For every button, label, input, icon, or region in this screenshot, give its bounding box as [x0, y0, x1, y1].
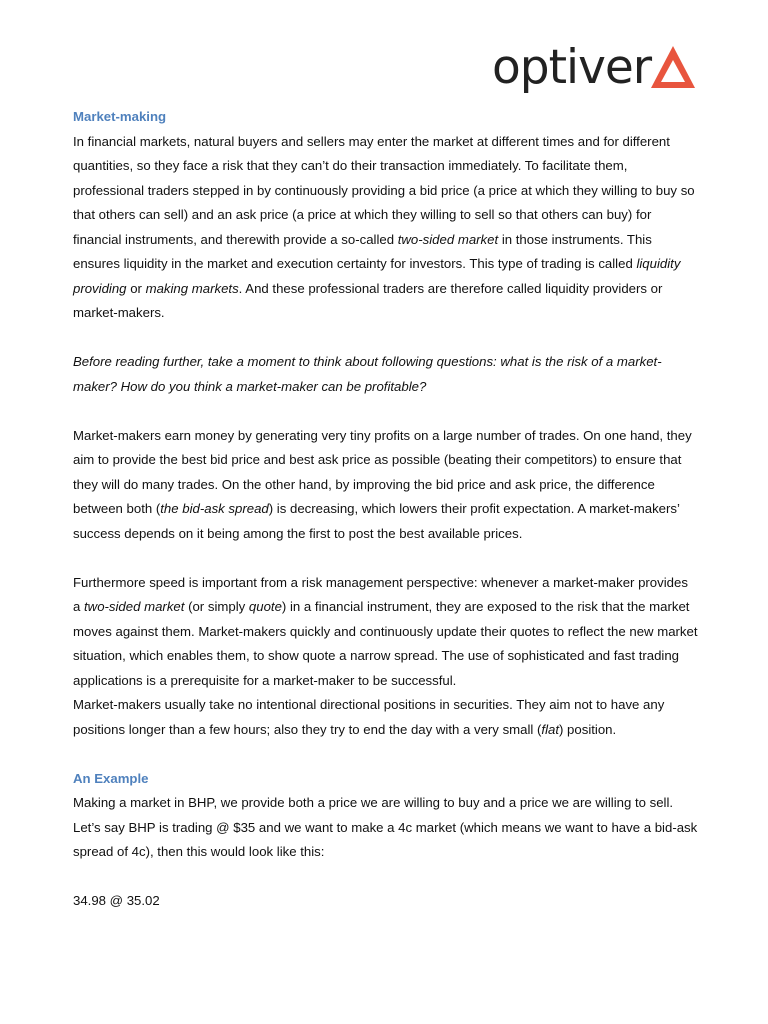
logo-wordmark: optiver — [492, 40, 652, 95]
paragraph-intro — [73, 130, 698, 326]
text-span: ) position. — [559, 721, 617, 737]
logo-triangle-icon — [649, 44, 697, 90]
text-span: Market-makers earn money by generating very tiny profits on a large number of trades. On one hand, they aim to provide the best bid price and best ask price as possible (beating their competitors) to ensure that they will do many trades. On the other hand, by improving the bid price and ask price, the difference between both ( — [73, 427, 692, 516]
question-text: Before reading further, take a moment to think about following questions: what is the risk of a market-maker? How do you think a market-maker can be profitable? — [73, 354, 662, 394]
paragraph-speed — [73, 571, 698, 694]
text-span: in those instruments. This ensures liquidity in the market and execution certainty for investors. This type of trading is called — [73, 231, 652, 271]
text-span: In financial markets, natural buyers and sellers may enter the market at different times and for different quantities, so they face a risk that they can’t do their transaction immediately. To facilitate them, professional traders stepped in by continuously providing a bid price (a price at which they willing to buy so that others can sell) and an ask price (a price at which they willing to sell so that others can buy) for financial instruments, and therewith provide a so-called — [73, 133, 695, 247]
text-span: or — [126, 280, 146, 296]
text-span: . And these professional traders are therefore called liquidity providers or market-makers. — [73, 280, 663, 320]
section-heading-an-example: An Example — [73, 770, 149, 786]
emphasis-liquidity-providing: liquidity providing — [73, 256, 681, 296]
paragraph-question — [73, 350, 698, 399]
paragraph-profits — [73, 424, 698, 547]
emphasis-two-sided-market: two-sided market — [397, 231, 499, 247]
emphasis-bid-ask-spread: the bid-ask spread — [160, 501, 269, 516]
emphasis-two-sided-market: two-sided market — [84, 599, 185, 614]
paragraph-positions — [73, 693, 698, 742]
text-span: ) in a financial instrument, they are exposed to the risk that the market moves against them. Market-makers quickly and continuously update their quotes to reflect the new market situation, which enables them, to show quote a narrow spread. The use of sophisticated and fast trading applications is a prerequisite for a market-maker to be successful. — [73, 599, 698, 688]
document-body — [73, 105, 698, 914]
text-span: Furthermore speed is important from a risk management perspective: whenever a market-maker provides a — [73, 574, 688, 614]
paragraph-example: Making a market in BHP, we provide both a price we are willing to buy and a price we are willing to sell. Let’s say BHP is trading @ $35 and we want to make a 4c market (which means we want to have a bid-ask spread of 4c), then this would look like this: — [73, 795, 698, 859]
section-heading-market-making: Market-making — [73, 109, 167, 124]
text-span: ) is decreasing, which lowers their profit expectation. A market-makers’ success depends on it being among the first to post the best available prices. — [73, 501, 680, 541]
emphasis-making-markets: making markets — [145, 280, 239, 296]
text-span: (or simply — [184, 599, 249, 614]
optiver-logo — [492, 42, 697, 94]
emphasis-flat: flat — [541, 721, 559, 737]
example-quote: 34.98 @ 35.02 — [73, 893, 160, 908]
emphasis-quote: quote — [248, 599, 282, 614]
text-span: Market-makers usually take no intentional directional positions in securities. They aim not to have any positions longer than a few hours; also they try to end the day with a very small ( — [73, 697, 665, 737]
